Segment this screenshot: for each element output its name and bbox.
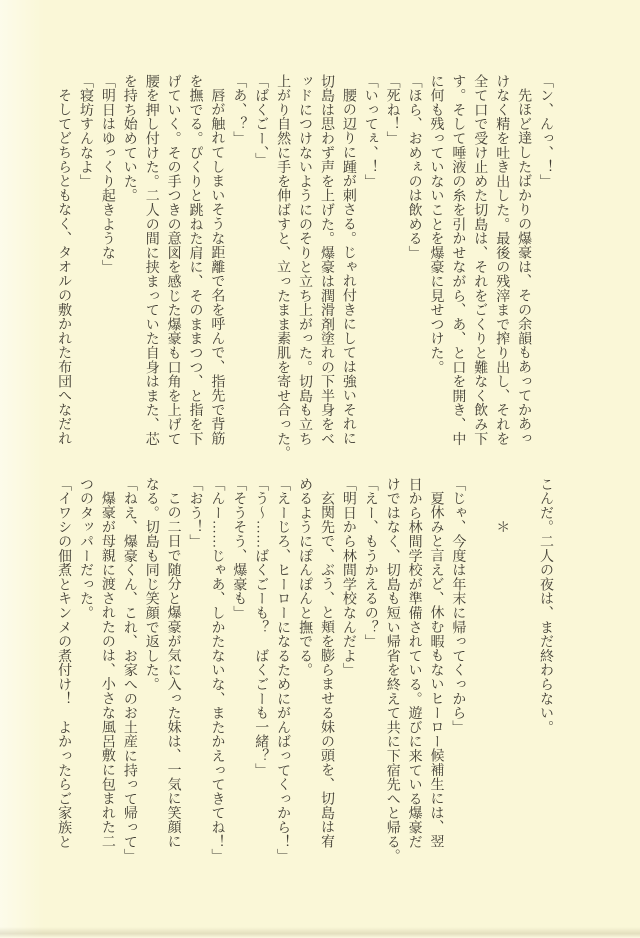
text-column: けなく精を吐き出した。最後の残滓まで搾り出し、それを	[494, 74, 510, 446]
text-column: 「えー、もうかえるの？」	[362, 477, 378, 649]
text-column: に何も残っていないことを爆豪に見せつけた。	[428, 74, 444, 375]
text-column: を撫でる。ぴくりと跳ねた肩に、そのままつつ、と指を下	[187, 74, 203, 446]
text-column: なる。切島も同じ笑顔で返した。	[143, 477, 159, 692]
text-column: げていく。その手つきの意図を感じた爆豪も口角を上げて	[165, 74, 181, 446]
text-column: 「ほら、おめぇのは飲める」	[406, 74, 422, 260]
text-column: 先ほど達したばかりの爆豪は、その余韻もあってかあっ	[516, 88, 532, 446]
text-column: 「明日から林間学校なんだよ」	[340, 477, 356, 678]
text-column: ッドにつけないようにのそりと立ち上がった。切島も立ち	[297, 74, 313, 446]
text-column: けではなく、切島も短い帰省を終えて共に下宿先へと帰る。	[384, 477, 400, 864]
text-column: を持ち始めていた。	[121, 74, 137, 203]
text-column: 「寝坊すんなよ」	[77, 74, 93, 189]
text-column: 「じゃ、今度は年末に帰ってくっから」	[450, 477, 466, 735]
text-column: 唇が触れてしまいそうな距離で名を呼んで、指先で背筋	[209, 88, 225, 446]
text-column: 腰の辺りに踵が刺さる。じゃれ付きにしては強いそれに	[340, 88, 356, 446]
text-column: 「う～……ばくごーも？ ばくごーも一緒？」	[253, 477, 269, 778]
text-column: つのタッパーだった。	[78, 477, 93, 620]
text-column: 上がり自然に手を伸ばすと、立ったまま素肌を寄せ合った。	[275, 74, 291, 461]
text-column: 全て口で受け止めた切島は、それをごくりと難なく飲み下	[472, 74, 488, 446]
text-column: 「ばくごー、」	[253, 74, 269, 168]
text-column: す。そして唾液の糸を引かせながら、あ、と口を開き、中	[450, 74, 466, 446]
section-separator: ＊	[494, 520, 510, 535]
text-block-bottom	[52, 477, 556, 864]
text-column: 切島は思わず声を上げた。爆豪は潤滑剤塗れの下半身をベ	[318, 74, 334, 446]
text-column: 玄関先で、ぶう、と頬を膨らませる妹の頭を、切島は宥	[318, 491, 334, 849]
text-column: こんだ。二人の夜は、まだ終わらない。	[538, 477, 553, 735]
text-column: 「死ね！」	[384, 74, 400, 146]
text-block-top	[52, 74, 556, 461]
text-column: 「んー……じゃあ、しかたないな、またかえってきてね！」	[209, 477, 225, 864]
text-column: 「おう！」	[187, 477, 203, 549]
text-column: 「あ、？」	[231, 74, 247, 146]
text-column: 日から林間学校が準備されている。遊びに来ている爆豪だ	[406, 477, 422, 849]
text-column: 「イワシの佃煮とキンメの煮付け！ よかったらご家族と	[56, 477, 72, 849]
text-column: 「そうそう、爆豪も」	[231, 477, 247, 620]
text-column: 「ン、んっ、！」	[538, 74, 553, 189]
text-column: 「ねえ、爆豪くん、これ、お家へのお土産に持って帰って」	[121, 477, 137, 864]
text-column: めるようにぽんぽんと撫でる。	[297, 477, 313, 678]
text-column: この二日で随分と爆豪が気に入った妹は、一気に笑顔に	[165, 491, 181, 849]
text-column: 「明日はゆっくり起きような」	[99, 74, 115, 275]
text-column: 夏休みと言えど、休む暇もないヒーロー候補生には、翌	[428, 491, 444, 849]
text-column: そしてどちらともなく、タオルの敷かれた布団へなだれ	[56, 88, 72, 446]
text-column: 「いってぇ、！」	[362, 74, 378, 189]
text-column: 腰を押し付けた。二人の間に挟まっていた自身はまた、芯	[143, 74, 159, 446]
text-column: 爆豪が母親に渡されたのは、小さな風呂敷に包まれた二	[99, 491, 115, 849]
text-column: 「えーじろ、ヒーローになるためにがんばってくっから！」	[275, 477, 291, 864]
